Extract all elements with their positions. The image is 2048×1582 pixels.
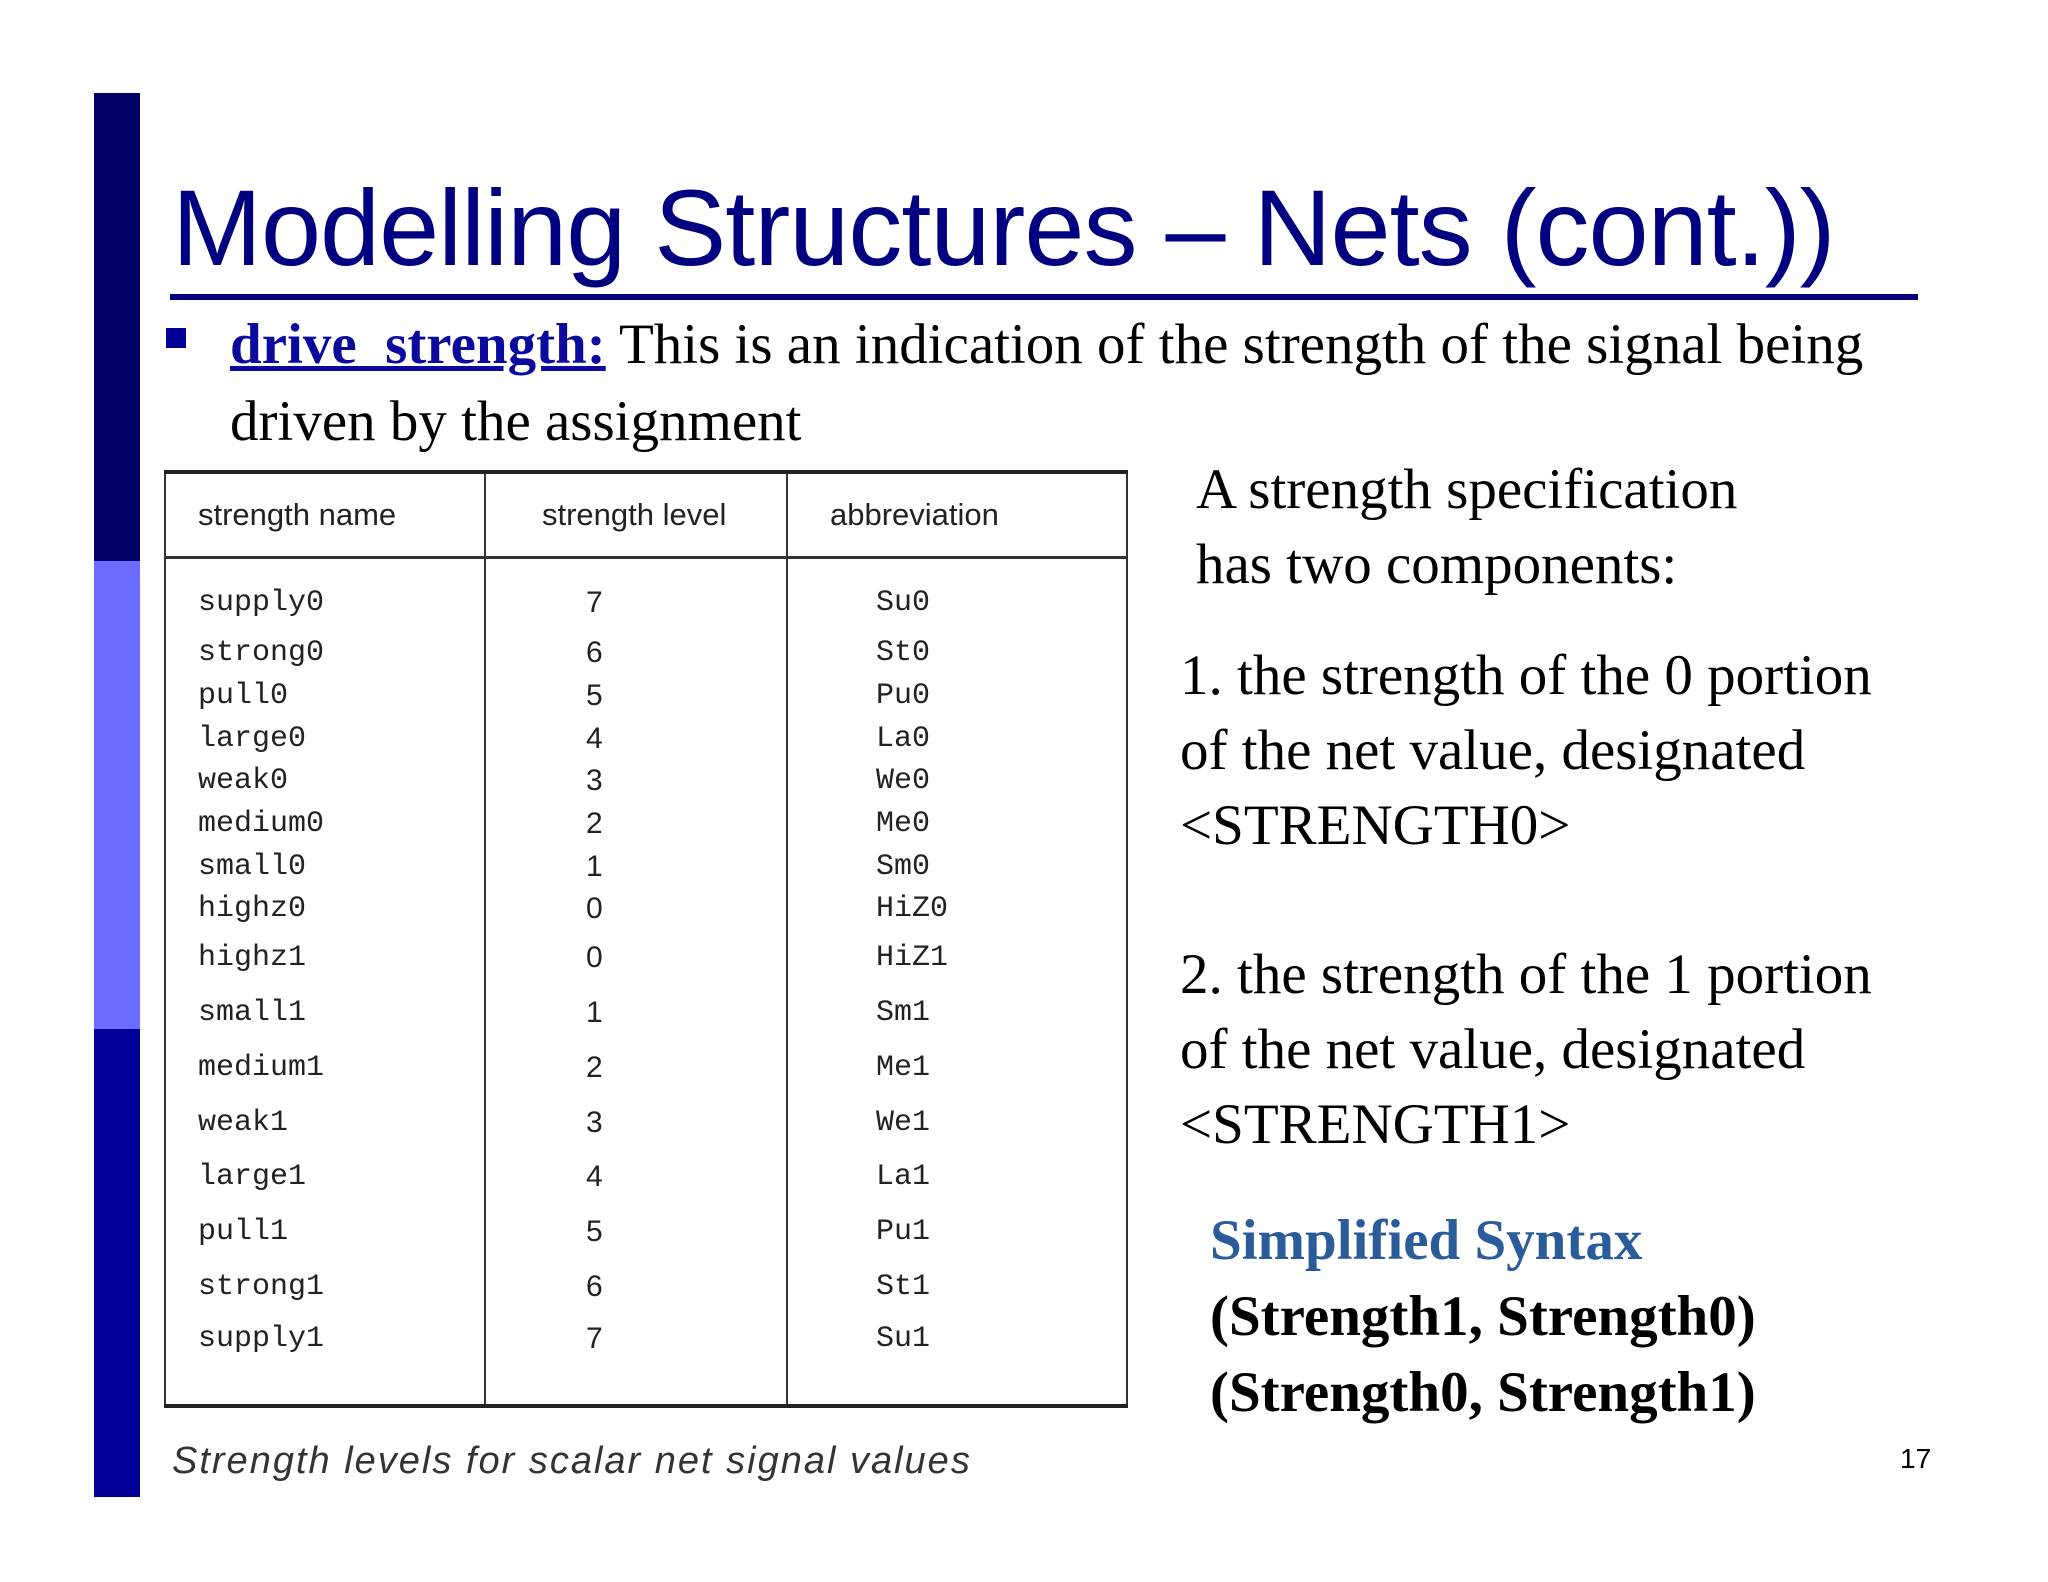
cell-level: 7 xyxy=(485,558,787,633)
spec-item-line: 1. the strength of the 0 portion xyxy=(1180,644,1872,707)
syntax-line-1: (Strength1, Strength0) xyxy=(1210,1285,1756,1348)
cell-name: supply1 xyxy=(165,1314,485,1406)
cell-abbr: We1 xyxy=(787,1095,1127,1150)
side-bar-middle xyxy=(94,561,140,1029)
cell-abbr: HiZ1 xyxy=(787,931,1127,986)
cell-name: pull1 xyxy=(165,1205,485,1260)
table-row xyxy=(165,1260,1127,1315)
cell-level: 2 xyxy=(485,803,787,846)
cell-name: large0 xyxy=(165,717,485,760)
syntax-title: Simplified Syntax xyxy=(1210,1209,1643,1272)
cell-abbr: HiZ0 xyxy=(787,888,1127,931)
cell-name: weak1 xyxy=(165,1095,485,1150)
cell-level: 7 xyxy=(485,1314,787,1406)
spec-item-line: 2. the strength of the 1 portion xyxy=(1180,943,1872,1006)
spec-item-2 xyxy=(1180,937,1872,1162)
table-row xyxy=(165,558,1127,633)
cell-name: small0 xyxy=(165,845,485,888)
table-row xyxy=(165,1314,1127,1406)
cell-abbr: Sm0 xyxy=(787,845,1127,888)
table-row xyxy=(165,1150,1127,1205)
spec-item-line: <STRENGTH1> xyxy=(1180,1093,1571,1156)
table-row xyxy=(165,1040,1127,1095)
cell-abbr: Su0 xyxy=(787,558,1127,633)
cell-level: 0 xyxy=(485,888,787,931)
cell-level: 2 xyxy=(485,1040,787,1095)
table-row xyxy=(165,985,1127,1040)
cell-abbr: Me1 xyxy=(787,1040,1127,1095)
spec-item-1 xyxy=(1180,638,1872,863)
side-bar-bottom xyxy=(94,1029,140,1497)
cell-level: 1 xyxy=(485,985,787,1040)
spec-item-line: of the net value, designated xyxy=(1180,1018,1806,1081)
cell-level: 0 xyxy=(485,931,787,986)
cell-abbr: St1 xyxy=(787,1260,1127,1315)
bullet-term: drive_strength: xyxy=(230,313,606,376)
cell-abbr: Su1 xyxy=(787,1314,1127,1406)
header-abbreviation: abbreviation xyxy=(787,472,1127,558)
table-row xyxy=(165,632,1127,675)
bullet-text: This is an indication of the strength of the signal being driven by the assignment xyxy=(230,313,1864,453)
table-header-row xyxy=(165,472,1127,558)
table-row xyxy=(165,717,1127,760)
cell-level: 1 xyxy=(485,845,787,888)
cell-level: 6 xyxy=(485,1260,787,1315)
table-caption: Strength levels for scalar net signal values xyxy=(172,1440,972,1482)
cell-abbr: Pu1 xyxy=(787,1205,1127,1260)
syntax-line-2: (Strength0, Strength1) xyxy=(1210,1361,1756,1424)
cell-level: 5 xyxy=(485,1205,787,1260)
cell-name: highz1 xyxy=(165,931,485,986)
cell-name: pull0 xyxy=(165,675,485,718)
cell-abbr: Pu0 xyxy=(787,675,1127,718)
table-row xyxy=(165,1095,1127,1150)
title-underline xyxy=(170,294,1918,300)
cell-name: medium1 xyxy=(165,1040,485,1095)
cell-name: small1 xyxy=(165,985,485,1040)
cell-name: large1 xyxy=(165,1150,485,1205)
spec-intro xyxy=(1196,452,1737,602)
table-row xyxy=(165,888,1127,931)
table-row xyxy=(165,931,1127,986)
cell-abbr: Sm1 xyxy=(787,985,1127,1040)
cell-level: 4 xyxy=(485,717,787,760)
cell-level: 6 xyxy=(485,632,787,675)
table-row xyxy=(165,675,1127,718)
cell-abbr: La1 xyxy=(787,1150,1127,1205)
cell-abbr: Me0 xyxy=(787,803,1127,846)
cell-abbr: St0 xyxy=(787,632,1127,675)
slide-title: Modelling Structures – Nets (cont.)) xyxy=(172,167,1835,288)
cell-name: weak0 xyxy=(165,760,485,803)
table-row xyxy=(165,845,1127,888)
header-strength-name: strength name xyxy=(165,472,485,558)
bullet-paragraph xyxy=(230,306,1930,460)
spec-item-line: <STRENGTH0> xyxy=(1180,794,1571,857)
table-row xyxy=(165,803,1127,846)
cell-name: strong1 xyxy=(165,1260,485,1315)
cell-level: 5 xyxy=(485,675,787,718)
table-row xyxy=(165,760,1127,803)
cell-name: medium0 xyxy=(165,803,485,846)
spec-intro-line: A strength specification xyxy=(1196,458,1738,521)
spec-item-line: of the net value, designated xyxy=(1180,719,1806,782)
cell-level: 3 xyxy=(485,760,787,803)
spec-intro-line: has two components: xyxy=(1196,533,1678,596)
cell-abbr: La0 xyxy=(787,717,1127,760)
cell-name: supply0 xyxy=(165,558,485,633)
cell-name: strong0 xyxy=(165,632,485,675)
page-number: 17 xyxy=(1900,1443,1932,1474)
table-row xyxy=(165,1205,1127,1260)
header-strength-level: strength level xyxy=(485,472,787,558)
cell-name: highz0 xyxy=(165,888,485,931)
side-bar-top xyxy=(94,93,140,561)
cell-level: 3 xyxy=(485,1095,787,1150)
cell-level: 4 xyxy=(485,1150,787,1205)
cell-abbr: We0 xyxy=(787,760,1127,803)
square-bullet-icon xyxy=(166,328,186,348)
strength-table xyxy=(164,470,1128,1408)
